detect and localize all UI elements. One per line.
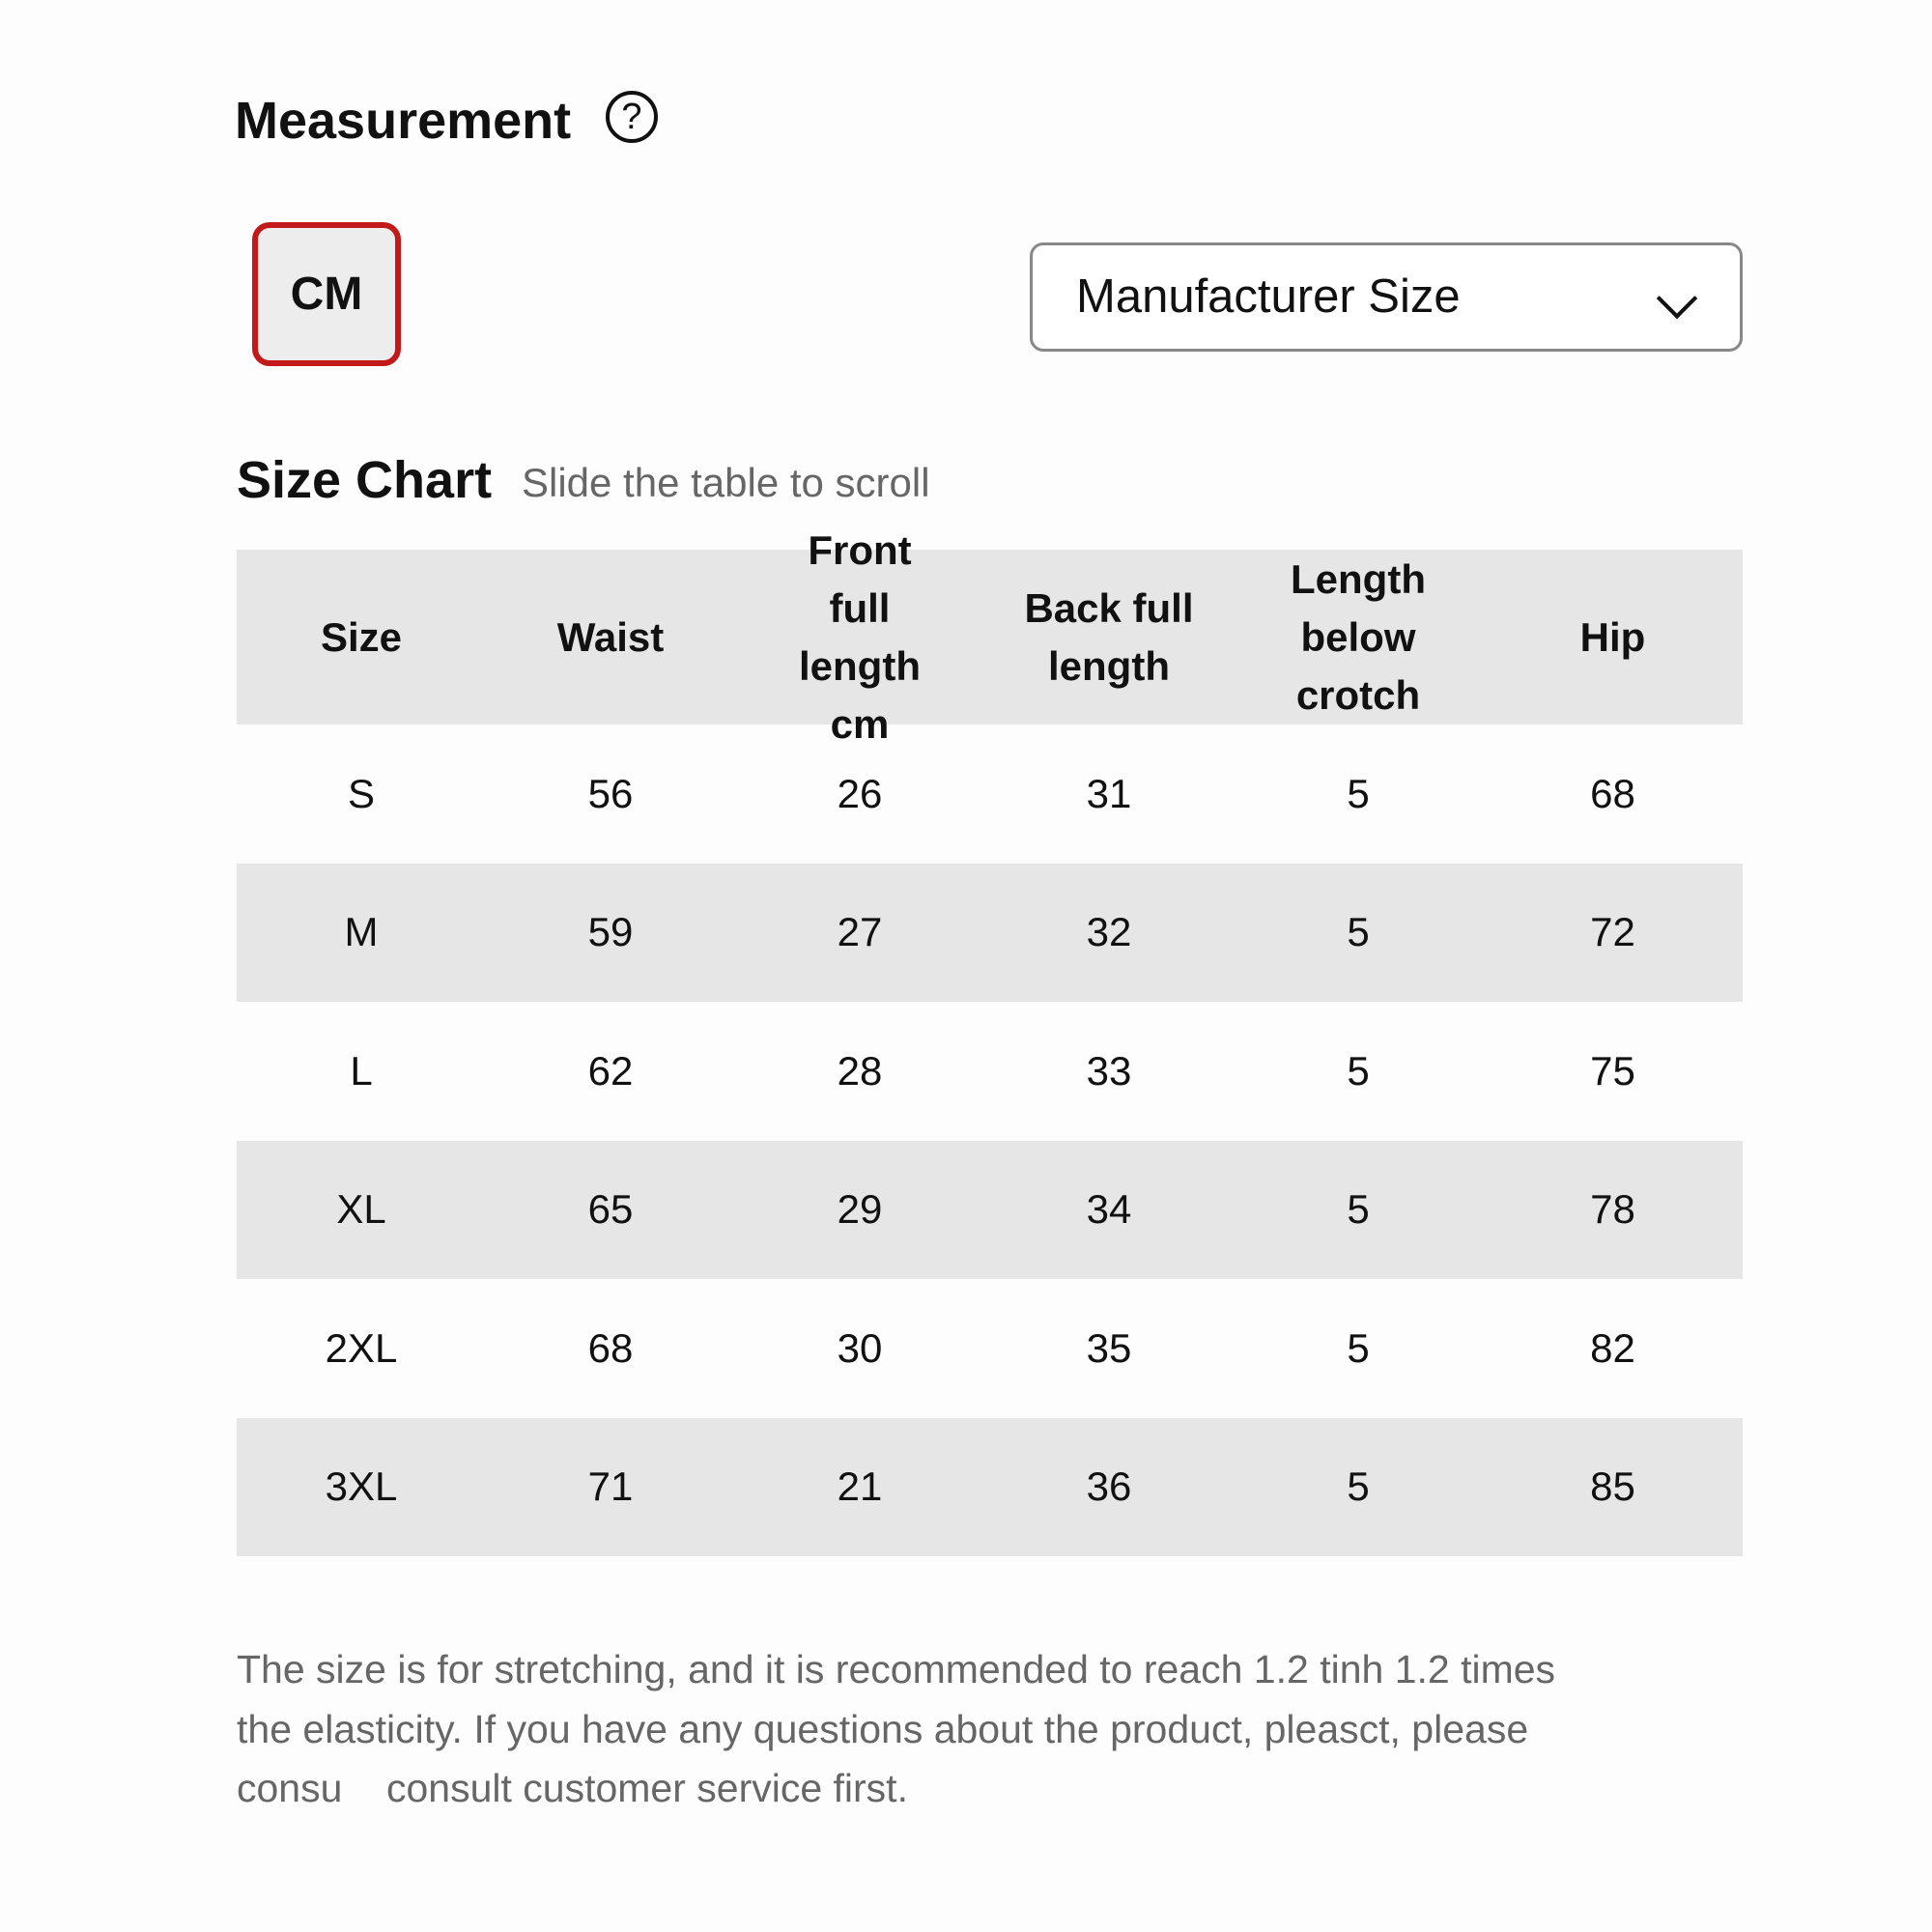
measurement-title: Measurement (235, 92, 572, 150)
table-cell: 56 (587, 770, 634, 816)
table-cell: 65 (587, 1186, 634, 1233)
table-row (237, 864, 1743, 1003)
column-header: Back full length (1024, 584, 1194, 689)
table-cell: 5 (1347, 1324, 1370, 1371)
table-cell: 68 (587, 1324, 634, 1371)
table-cell: 36 (1086, 1463, 1132, 1510)
table-cell: M (344, 909, 379, 955)
table-cell: 33 (1086, 1047, 1132, 1094)
column-header: Length below crotch (1291, 555, 1426, 718)
table-row (237, 724, 1743, 864)
table-row (237, 1279, 1743, 1418)
table-cell: 59 (587, 909, 634, 955)
table-cell: 85 (1590, 1463, 1635, 1510)
table-header-row (237, 526, 1743, 747)
column-header: Waist (556, 613, 665, 660)
dropdown-selected-value: Manufacturer Size (1076, 270, 1461, 323)
manufacturer-size-dropdown[interactable] (1030, 242, 1743, 352)
table-cell: 32 (1086, 909, 1132, 955)
help-icon[interactable]: ? (606, 91, 658, 143)
size-chart-hint: Slide the table to scroll (522, 460, 930, 505)
table-cell: 26 (837, 770, 883, 816)
size-chart-title: Size Chart (237, 451, 493, 509)
note-line: The size is for stretching, and it is recommended to reach 1.2 tinh 1.2 times (237, 1647, 1556, 1691)
table-row (237, 1418, 1743, 1557)
column-header: Hip (1579, 613, 1646, 660)
table-cell: 62 (587, 1047, 634, 1094)
note-line: consu consult customer service first. (237, 1766, 908, 1810)
table-cell: 3XL (325, 1463, 398, 1510)
chevron-down-icon (1657, 278, 1697, 319)
table-cell: 71 (587, 1463, 634, 1510)
table-cell: L (350, 1047, 373, 1094)
table-cell: 30 (837, 1324, 883, 1371)
unit-cm-button[interactable]: CM (252, 222, 401, 366)
table-cell: 35 (1086, 1324, 1132, 1371)
size-chart-table[interactable] (237, 526, 1743, 1556)
table-row (237, 1002, 1743, 1141)
table-cell: 5 (1347, 1463, 1370, 1510)
table-cell: 21 (837, 1463, 883, 1510)
table-cell: 34 (1086, 1186, 1132, 1233)
table-cell: S (347, 770, 375, 816)
table-cell: 5 (1347, 1047, 1370, 1094)
table-cell: 5 (1347, 770, 1370, 816)
column-header: Front full length cm (799, 526, 921, 747)
table-cell: 72 (1590, 909, 1635, 955)
table-cell: 68 (1590, 770, 1635, 816)
table-cell: XL (336, 1186, 386, 1233)
table-cell: 5 (1347, 1186, 1370, 1233)
table-cell: 28 (837, 1047, 883, 1094)
note-line: the elasticity. If you have any questions about the product, pleasct, please (237, 1707, 1529, 1751)
table-cell: 75 (1590, 1047, 1635, 1094)
table-cell: 29 (837, 1186, 883, 1233)
table-cell: 2XL (325, 1324, 398, 1371)
table-row (237, 1141, 1743, 1280)
column-header: Size (320, 613, 403, 660)
table-cell: 27 (837, 909, 883, 955)
table-cell: 31 (1086, 770, 1132, 816)
table-cell: 78 (1590, 1186, 1635, 1233)
table-cell: 82 (1590, 1324, 1635, 1371)
table-cell: 5 (1347, 909, 1370, 955)
